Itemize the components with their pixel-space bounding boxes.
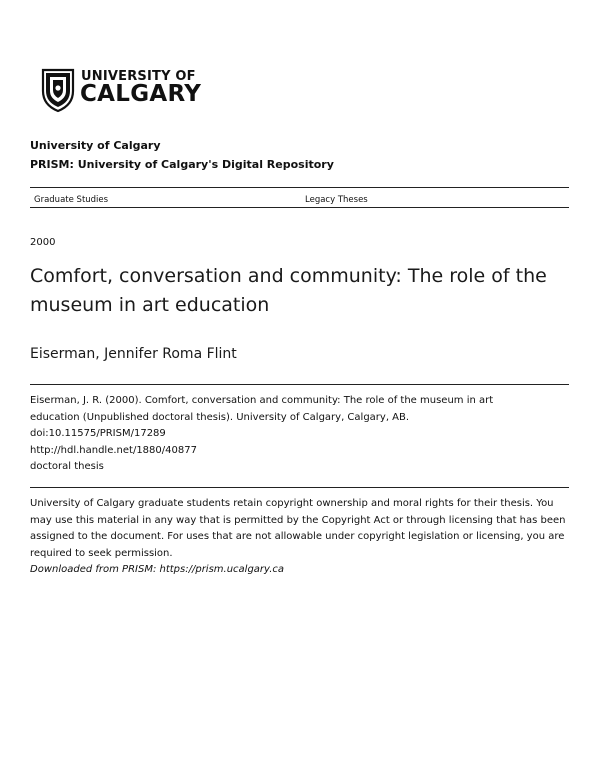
institution-name: University of Calgary <box>30 139 161 152</box>
collection-link[interactable]: Legacy Theses <box>305 195 368 205</box>
logo-text-line2: CALGARY <box>80 81 202 107</box>
document-title: Comfort, conversation and community: The role of the museum in art education <box>30 265 547 316</box>
citation-line: Eiserman, J. R. (2000). Comfort, conversation and community: The role of the museum in art <box>30 395 494 406</box>
doi-link[interactable]: doi:10.11575/PRISM/17289 <box>30 428 166 440</box>
citation-block <box>30 393 560 476</box>
prism-download-link[interactable]: Downloaded from PRISM: https://prism.ucalgary.ca <box>30 564 284 576</box>
repository-name: PRISM: University of Calgary's Digital Repository <box>30 158 334 171</box>
divider <box>30 187 569 188</box>
divider <box>30 207 569 208</box>
divider <box>30 487 569 488</box>
handle-link[interactable]: http://hdl.handle.net/1880/40877 <box>30 444 197 456</box>
logo-text-line1: UNIVERSITY OF <box>81 69 196 84</box>
rights-text: University of Calgary graduate students retain copyright ownership and moral rights for their thesis. You may use this material in any way that is permitted by the Copyright Act or through licensing that has been assigned to the document. For uses that are not allowable under copyright legislation or licensing, you are required to seek permission. <box>30 498 566 559</box>
author-name: Eiserman, Jennifer Roma Flint <box>30 346 237 362</box>
university-logo <box>40 67 215 115</box>
divider <box>30 384 569 385</box>
citation-line: education (Unpublished doctoral thesis). University of Calgary, Calgary, AB. <box>30 411 410 423</box>
collection-link[interactable]: Graduate Studies <box>34 195 109 205</box>
publication-year: 2000 <box>30 237 56 248</box>
rights-statement <box>30 496 570 579</box>
document-type: doctoral thesis <box>30 461 104 473</box>
crest-icon <box>40 67 76 113</box>
